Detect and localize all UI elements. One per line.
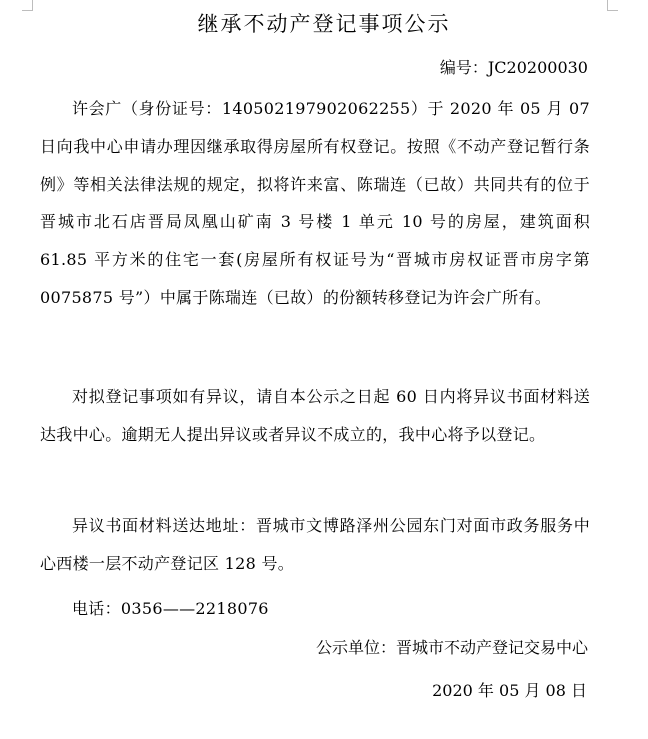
- paragraph-application: 许会广（身份证号：140502197902062255）于 2020 年 05 月 07 日向我中心申请办理因继承取得房屋所有权登记。按照《不动产登记暂行条例》等相关法律法规的规定，拟将许来富、陈瑞连（已故）共同共有的位于晋城市北石店晋局凤凰山矿南 3 号楼 1 单元 10 号的房屋，建筑面积 61.85 平方米的住宅一套(房屋所有权证号为“晋城市房权证晋市房字第 0075875 号”）中属于陈瑞连（已故）的份额转移登记为许会广所有。: [40, 99, 590, 307]
- paragraph-phone: 电话：0356——2218076: [72, 599, 269, 618]
- paragraph-objection-notice: 对拟登记事项如有异议，请自本公示之日起 60 日内将异议书面材料送达我中心。逾期无人提出异议或者异议不成立的，我中心将予以登记。: [40, 387, 590, 444]
- document-title: 继承不动产登记事项公示: [197, 12, 451, 36]
- document-number: 编号：JC20200030: [439, 58, 588, 77]
- paragraph-objection-address: 异议书面材料送达地址：晋城市文博路泽州公园东门对面市政务服务中心西楼一层不动产登记区 128 号。: [40, 516, 590, 573]
- signature-date: 2020 年 05 月 08 日: [432, 681, 587, 700]
- signature-organization: 公示单位：晋城市不动产登记交易中心: [315, 638, 588, 657]
